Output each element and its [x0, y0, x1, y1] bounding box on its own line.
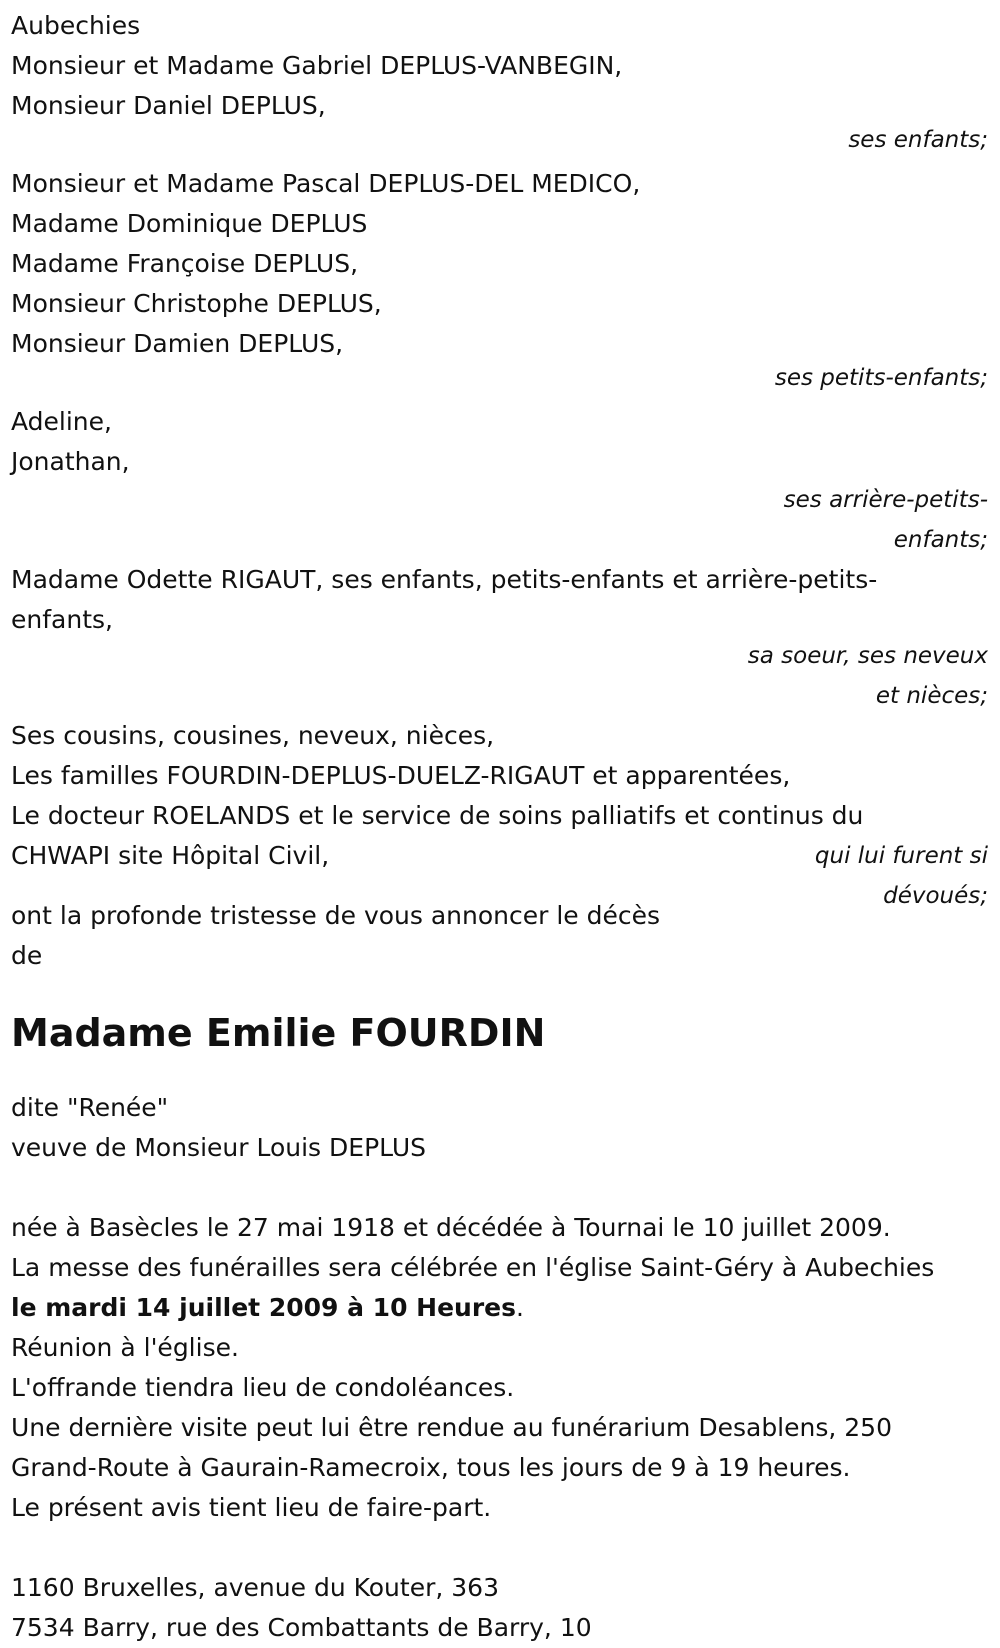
deceased-name: Madame Emilie FOURDIN: [11, 1011, 546, 1055]
birth-death-dates: née à Basècles le 27 mai 1918 et décédée à Tournai le 10 juillet 2009.: [11, 1213, 891, 1242]
family-name-line: Les familles FOURDIN-DEPLUS-DUELZ-RIGAUT et apparentées,: [11, 761, 791, 790]
relationship-label-line: et nièces;: [875, 683, 988, 709]
address-line: 7534 Barry, rue des Combattants de Barry, 10: [11, 1613, 592, 1642]
family-name-line: Madame Dominique DEPLUS: [11, 209, 368, 238]
sister-group: [0, 560, 1000, 716]
family-name-line: Ses cousins, cousines, neveux, nièces,: [11, 721, 495, 750]
visit-info: Une dernière visite peut lui être rendue au funérarium Desablens, 250: [11, 1413, 892, 1442]
family-name-line: Monsieur Christophe DEPLUS,: [11, 289, 382, 318]
announcement-text: [11, 896, 711, 976]
family-name-line: Madame Odette RIGAUT, ses enfants, petits-enfants et arrière-petits-: [11, 565, 878, 594]
family-name-line: enfants,: [11, 605, 113, 634]
offering-info: L'offrande tiendra lieu de condoléances.: [11, 1373, 515, 1402]
announcement-line: de: [11, 941, 43, 970]
location: Aubechies: [11, 11, 141, 40]
mass-date: le mardi 14 juillet 2009 à 10 Heures: [11, 1293, 517, 1322]
deceased-nickname: dite "Renée": [11, 1093, 169, 1122]
relationship-label-line: qui lui furent si: [814, 843, 988, 869]
relationship-label: [815, 836, 988, 916]
mass-info: La messe des funérailles sera célébrée en l'église Saint-Géry à Aubechies: [11, 1253, 935, 1282]
relationship-label: ses petits-enfants;: [774, 365, 988, 391]
family-name-line: Monsieur Damien DEPLUS,: [11, 329, 344, 358]
relationship-label-line: dévoués;: [883, 883, 988, 909]
family-name-line: Monsieur et Madame Pascal DEPLUS-DEL MEDICO,: [11, 169, 641, 198]
great-grandchildren-group: [0, 402, 1000, 560]
relationship-label-line: enfants;: [893, 527, 988, 553]
mass-date-line: [0, 1288, 1000, 1328]
relationship-label: ses enfants;: [848, 127, 988, 153]
relationship-label-line: sa soeur, ses neveux: [747, 643, 988, 669]
family-name-line: Monsieur Daniel DEPLUS,: [11, 91, 326, 120]
grandchildren-group: [0, 164, 1000, 398]
family-name-line: Jonathan,: [11, 447, 130, 476]
deceased-widow-of: veuve de Monsieur Louis DEPLUS: [11, 1133, 426, 1162]
relationship-label-line: ses arrière-petits-: [783, 487, 988, 513]
family-name-line: Adeline,: [11, 407, 112, 436]
family-name-line: CHWAPI site Hôpital Civil,: [11, 841, 330, 870]
announcement-line: ont la profonde tristesse de vous annoncer le décès: [11, 901, 661, 930]
visit-info: Grand-Route à Gaurain-Ramecroix, tous les jours de 9 à 19 heures.: [11, 1453, 851, 1482]
family-name-line: Monsieur et Madame Gabriel DEPLUS-VANBEGIN,: [11, 51, 623, 80]
meeting-info: Réunion à l'église.: [11, 1333, 239, 1362]
address-line: 1160 Bruxelles, avenue du Kouter, 363: [11, 1573, 499, 1602]
family-name-line: Madame Françoise DEPLUS,: [11, 249, 359, 278]
mass-date-end: .: [516, 1293, 524, 1322]
children-group: [0, 46, 1000, 160]
family-name-line: Le docteur ROELANDS et le service de soins palliatifs et continus du: [11, 801, 864, 830]
notice-info: Le présent avis tient lieu de faire-part.: [11, 1493, 492, 1522]
